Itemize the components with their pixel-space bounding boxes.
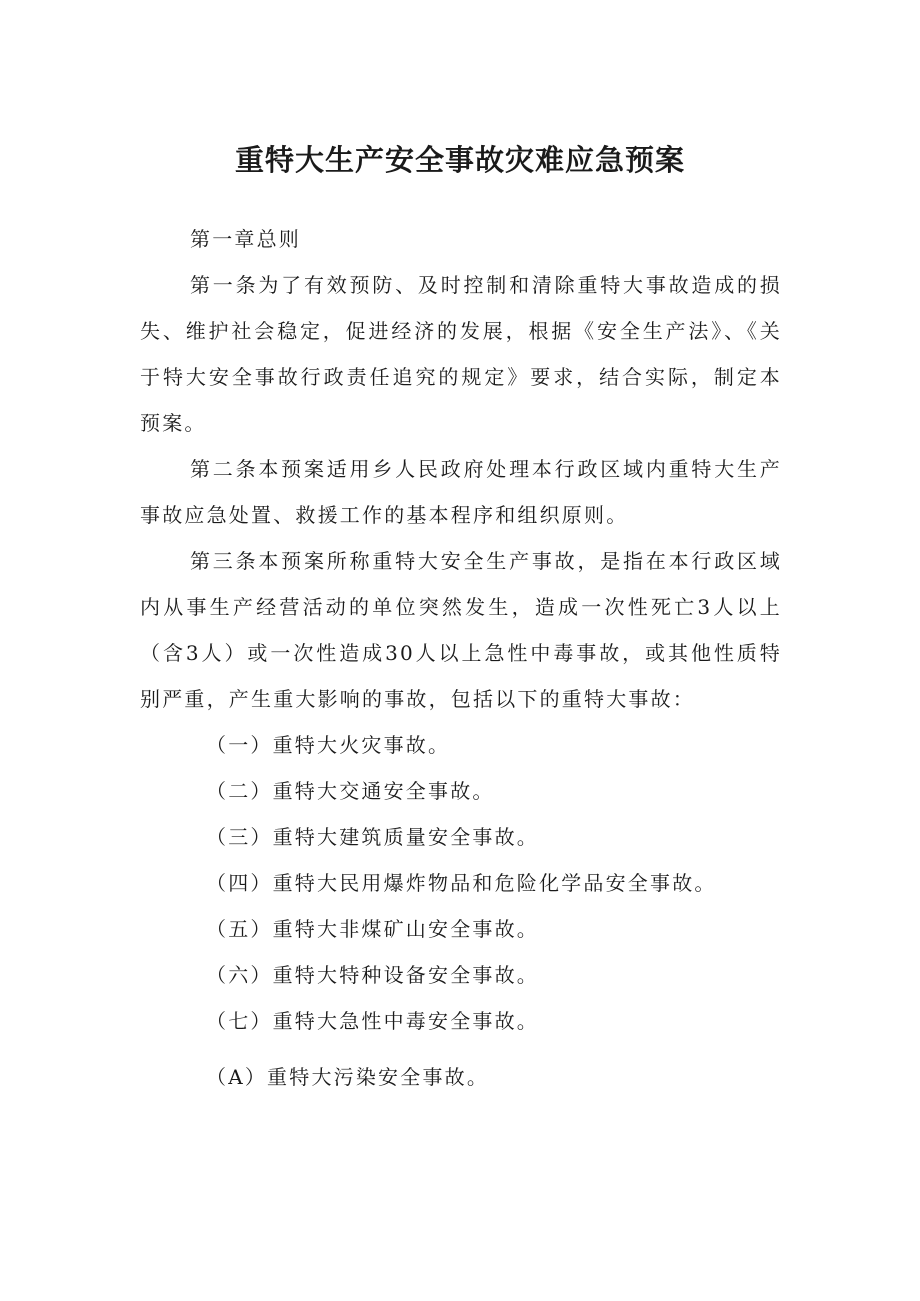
accident-type-6: （六）重特大特种设备安全事故。 [206, 963, 539, 987]
document-title: 重特大生产安全事故灾难应急预案 [234, 143, 685, 177]
accident-type-2: （二）重特大交通安全事故。 [206, 779, 495, 803]
accident-type-8: （A）重特大污染安全事故。 [206, 1065, 490, 1089]
article-3: 第三条本预案所称重特大安全生产事故，是指在本行政区域内从事生产经营活动的单位突然发生，造成一次性死亡3人以上（含3人）或一次性造成30人以上急性中毒事故，或其他性质特别严重，产生重大影响的事故，包括以下的重特大事故： [140, 549, 782, 711]
chapter-heading: 第一章总则 [190, 227, 301, 251]
accident-type-7: （七）重特大急性中毒安全事故。 [206, 1009, 539, 1033]
article-2: 第二条本预案适用乡人民政府处理本行政区域内重特大生产事故应急处置、救援工作的基本程序和组织原则。 [140, 457, 782, 527]
accident-type-3: （三）重特大建筑质量安全事故。 [206, 825, 539, 849]
accident-type-1: （一）重特大火灾事故。 [206, 733, 451, 757]
accident-type-4: （四）重特大民用爆炸物品和危险化学品安全事故。 [206, 871, 717, 895]
accident-type-5: （五）重特大非煤矿山安全事故。 [206, 917, 539, 941]
article-1: 第一条为了有效预防、及时控制和清除重特大事故造成的损失、维护社会稳定，促进经济的发展，根据《安全生产法》、《关于特大安全事故行政责任追究的规定》要求，结合实际，制定本预案。 [140, 273, 782, 435]
document-body [140, 216, 782, 1100]
